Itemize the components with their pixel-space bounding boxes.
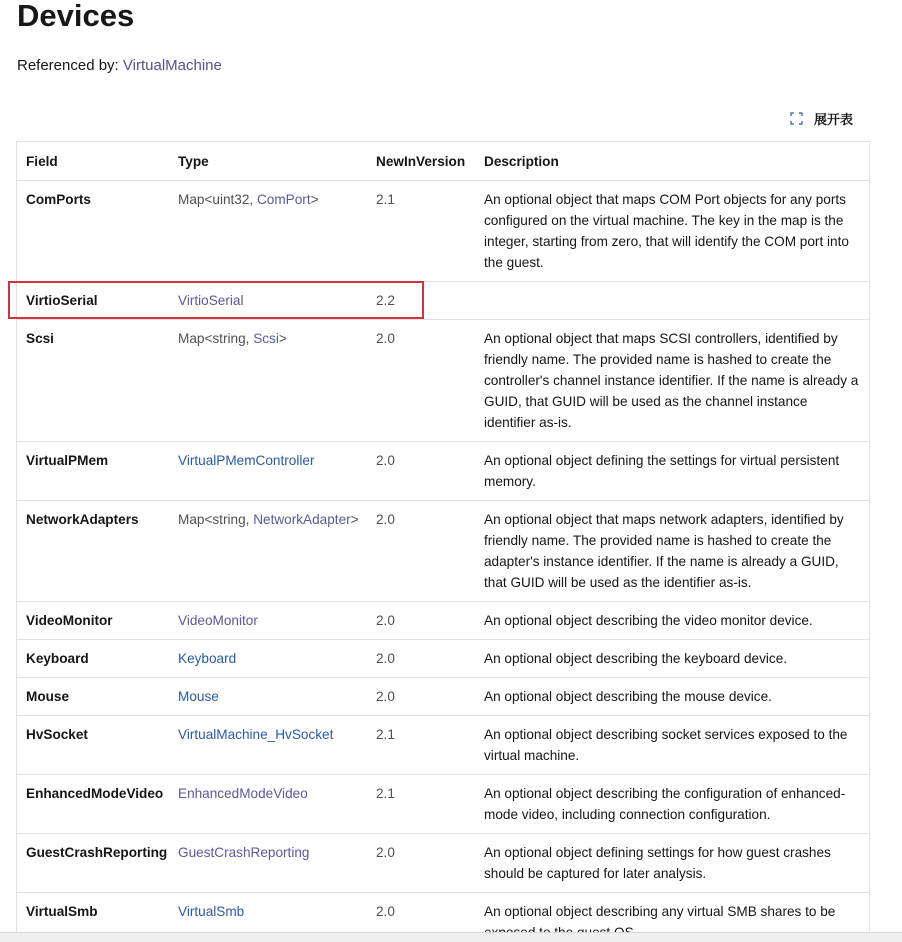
field-cell: Keyboard: [17, 640, 169, 678]
header-description: Description: [475, 142, 869, 181]
type-link[interactable]: VirtualMachine_HvSocket: [178, 727, 333, 742]
type-link[interactable]: ComPort: [257, 192, 311, 207]
type-link[interactable]: VirtualSmb: [178, 904, 244, 919]
description-cell: [475, 282, 869, 320]
table-row: [17, 775, 869, 834]
table-row: [17, 442, 869, 501]
type-prefix: Map<uint32,: [178, 192, 257, 207]
devices-table-container: [16, 141, 870, 942]
type-cell: [169, 678, 367, 716]
type-link[interactable]: VirtioSerial: [178, 293, 243, 308]
description-cell: An optional object describing the keyboard device.: [475, 640, 869, 678]
header-type: Type: [169, 142, 367, 181]
table-body: [17, 181, 869, 942]
type-cell: [169, 716, 367, 775]
table-header-row: [17, 142, 869, 181]
description-cell: An optional object that maps COM Port objects for any ports configured on the virtual machine. The key in the map is the integer, starting from zero, that will identify the COM port into the guest.: [475, 181, 869, 282]
table-row: [17, 678, 869, 716]
field-cell: VirtualPMem: [17, 442, 169, 501]
version-cell: 2.0: [367, 640, 475, 678]
expand-icon: [790, 112, 803, 125]
type-link[interactable]: VideoMonitor: [178, 613, 258, 628]
field-cell: VirtioSerial: [17, 282, 169, 320]
description-cell: An optional object that maps SCSI controllers, identified by friendly name. The provided name is hashed to create the controller's channel instance identifier. If the name is already a GUID, that GUID will be used as the channel instance identifier as-is.: [475, 320, 869, 442]
page-title: Devices: [17, 0, 134, 38]
version-cell: 2.0: [367, 834, 475, 893]
table-row: [17, 320, 869, 442]
version-cell: 2.0: [367, 320, 475, 442]
table-row: [17, 282, 869, 320]
table-row: [17, 640, 869, 678]
type-link[interactable]: NetworkAdapter: [253, 512, 350, 527]
type-link[interactable]: Keyboard: [178, 651, 236, 666]
type-cell: [169, 282, 367, 320]
header-field: Field: [17, 142, 169, 181]
version-cell: 2.0: [367, 678, 475, 716]
table-row: [17, 834, 869, 893]
type-prefix: Map<string,: [178, 331, 253, 346]
description-cell: An optional object describing the video monitor device.: [475, 602, 869, 640]
referenced-by-label: Referenced by:: [17, 57, 119, 74]
referenced-by-link[interactable]: VirtualMachine: [123, 57, 222, 74]
description-cell: An optional object that maps network adapters, identified by friendly name. The provided name is hashed to create the adapter's instance identifier. If the name is already a GUID, that GUID will be used as the identifier as-is.: [475, 501, 869, 602]
field-cell: Scsi: [17, 320, 169, 442]
version-cell: 2.0: [367, 893, 475, 942]
type-prefix: Map<string,: [178, 512, 253, 527]
type-cell: [169, 602, 367, 640]
field-cell: HvSocket: [17, 716, 169, 775]
table-row: [17, 716, 869, 775]
version-cell: 2.1: [367, 716, 475, 775]
type-suffix: >: [311, 192, 319, 207]
field-cell: ComPorts: [17, 181, 169, 282]
version-cell: 2.0: [367, 501, 475, 602]
type-link[interactable]: Mouse: [178, 689, 219, 704]
field-cell: GuestCrashReporting: [17, 834, 169, 893]
type-cell: [169, 501, 367, 602]
version-cell: 2.0: [367, 602, 475, 640]
header-version: NewInVersion: [367, 142, 475, 181]
version-cell: 2.1: [367, 181, 475, 282]
description-cell: An optional object defining settings for how guest crashes should be captured for later analysis.: [475, 834, 869, 893]
version-cell: 2.2: [367, 282, 475, 320]
type-cell: [169, 775, 367, 834]
devices-table: [17, 142, 869, 942]
field-cell: VideoMonitor: [17, 602, 169, 640]
type-suffix: >: [279, 331, 287, 346]
version-cell: 2.0: [367, 442, 475, 501]
field-cell: NetworkAdapters: [17, 501, 169, 602]
description-cell: An optional object defining the settings for virtual persistent memory.: [475, 442, 869, 501]
field-cell: EnhancedModeVideo: [17, 775, 169, 834]
type-suffix: >: [351, 512, 359, 527]
field-cell: Mouse: [17, 678, 169, 716]
type-cell: [169, 181, 367, 282]
description-cell: An optional object describing the configuration of enhanced-mode video, including connection configuration.: [475, 775, 869, 834]
type-link[interactable]: VirtualPMemController: [178, 453, 315, 468]
description-cell: An optional object describing socket services exposed to the virtual machine.: [475, 716, 869, 775]
type-cell: [169, 834, 367, 893]
type-cell: [169, 640, 367, 678]
description-cell: An optional object describing the mouse device.: [475, 678, 869, 716]
version-cell: 2.1: [367, 775, 475, 834]
table-row: [17, 602, 869, 640]
type-link[interactable]: Scsi: [253, 331, 279, 346]
type-cell: [169, 320, 367, 442]
table-row: [17, 501, 869, 602]
expand-table-button[interactable]: [790, 109, 853, 128]
expand-table-label: 展开表: [814, 109, 853, 128]
table-row: [17, 181, 869, 282]
referenced-by: [17, 57, 222, 74]
field-cell: VirtualSmb: [17, 893, 169, 942]
description-cell: An optional object describing any virtual SMB shares to be: [475, 893, 869, 942]
type-link[interactable]: GuestCrashReporting: [178, 845, 309, 860]
type-cell: [169, 442, 367, 501]
type-link[interactable]: EnhancedModeVideo: [178, 786, 308, 801]
